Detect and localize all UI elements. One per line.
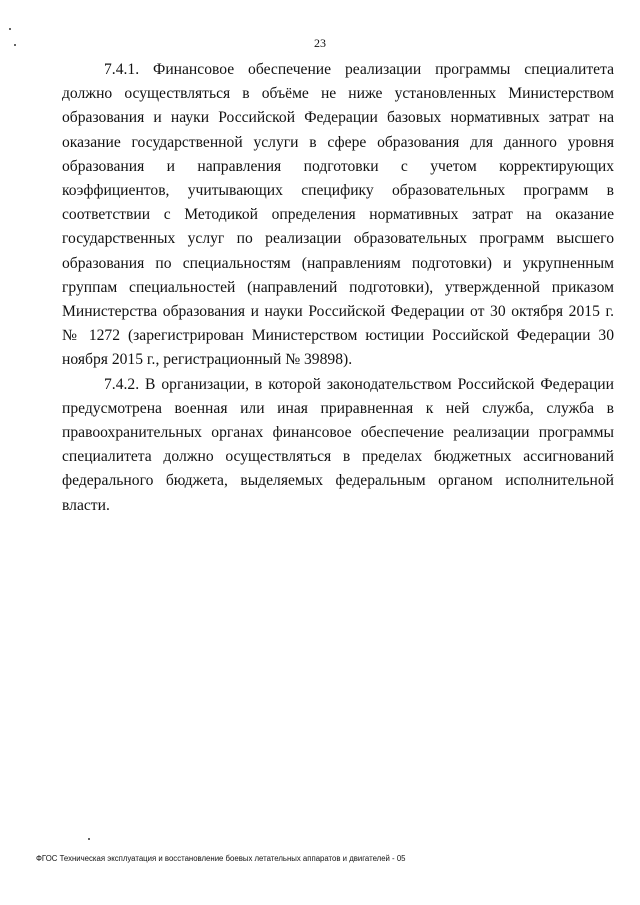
paragraph-7-4-2: 7.4.2. В организации, в которой законодательством Российской Федерации предусмотрена военная или иная приравненная к ней служба, служба в правоохранительных органах финансовое обеспечение реализации программы специалитета должно осуществляться в пределах бюджетных ассигнований федерального бюджета, выделяемых федеральным органом исполнительной власти.: [62, 375, 614, 514]
paragraph-7-4-1: 7.4.1. Финансовое обеспечение реализации программы специалитета должно осуществляться в объёме не ниже установленных Министерством образования и науки Российской Федерации базовых нормативных затрат на оказание государственной услуги в сфере образования для данного уровня образования и направления подготовки с учетом корректирующих коэффициентов, учитывающих специфику образовательных программ в соответствии с Методикой определения нормативных затрат на оказание государственных услуг по реализации образовательных программ высшего образования по специальностям (направлениям подготовки) и укрупненным группам специальностей (направлений подготовки), утвержденной приказом Министерства образования и науки Российской Федерации от 30 октября 2015 г. № 1272 (зарегистрирован Министерством юстиции Российской Федерации 30 ноября 2015 г., регистрационный № 39898).: [62, 61, 614, 369]
scan-speck: [88, 838, 90, 840]
page-number: 23: [314, 36, 326, 50]
scan-speck: [9, 28, 11, 30]
page-footer: ФГОС Техническая эксплуатация и восстановление боевых летательных аппаратов и двигателей - 05: [36, 854, 406, 863]
document-body: [62, 58, 614, 518]
